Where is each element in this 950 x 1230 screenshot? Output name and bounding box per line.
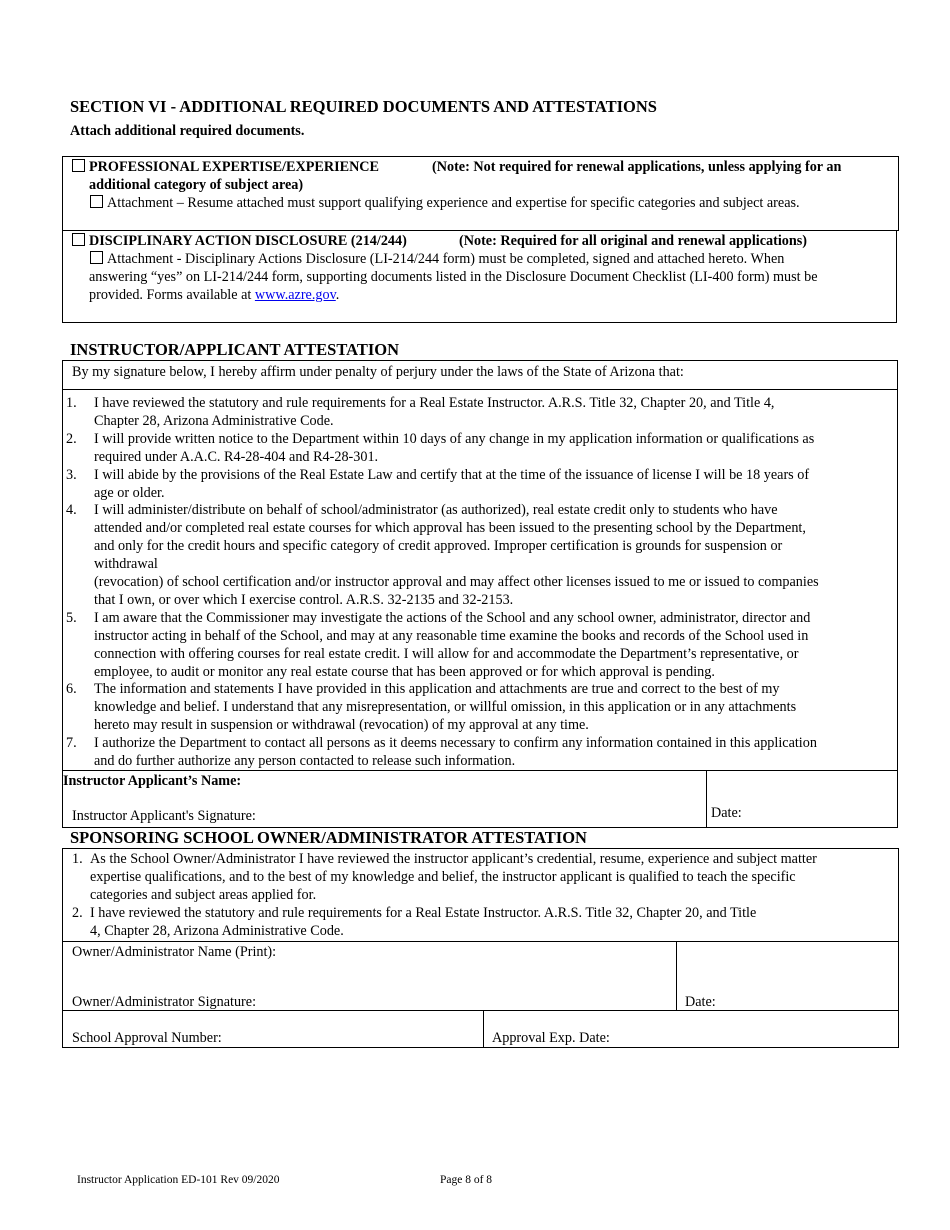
list-item-line: I will abide by the provisions of the Real Estate Law and certify that at the time of the issuance of license I will be 18 years of bbox=[94, 466, 810, 483]
expertise-attachment-checkbox[interactable] bbox=[90, 195, 103, 208]
list-item-line: The information and statements I have provided in this application and attachments are true and correct to the best of my bbox=[94, 681, 780, 698]
divider bbox=[676, 941, 677, 1011]
list-item-line: instructor acting in behalf of the School, and may at any reasonable time examine the books and records of the School used in bbox=[94, 627, 809, 644]
list-item-line: hereto may result in suspension or withdrawal (revocation) of my approval at any time. bbox=[94, 717, 589, 734]
list-item-line: I have reviewed the statutory and rule requirements for a Real Estate Instructor. A.R.S. Title 32, Chapter 20, and Title bbox=[90, 904, 757, 921]
list-item-line: 4, Chapter 28, Arizona Administrative Code. bbox=[90, 922, 344, 939]
list-item-number: 2. bbox=[72, 904, 83, 921]
instructor-name-label: Instructor Applicant’s Name: bbox=[63, 773, 242, 789]
list-item-line: attended and/or completed real estate courses for which approval has been issued to the presenting school by the Department, bbox=[94, 520, 806, 537]
disciplinary-line3 bbox=[89, 286, 339, 304]
list-item-line: I will provide written notice to the Department within 10 days of any change in my application information or qualifications as bbox=[94, 430, 815, 447]
list-item-line: I have reviewed the statutory and rule requirements for a Real Estate Instructor. A.R.S. Title 32, Chapter 20, and Title 4, bbox=[94, 395, 775, 411]
list-item-line: age or older. bbox=[94, 484, 165, 501]
list-item-line: (revocation) of school certification and/or instructor approval and may affect other licenses issued to me or issued to companies bbox=[94, 574, 819, 590]
school-approval-number-label: School Approval Number: bbox=[72, 1030, 222, 1046]
list-item-line: and do further authorize any person contacted to release such information. bbox=[94, 753, 516, 769]
expertise-checkbox[interactable] bbox=[72, 159, 85, 172]
azre-link[interactable]: www.azre.gov bbox=[254, 287, 336, 303]
list-item-line: expertise qualifications, and to the best of my knowledge and belief, the instructor applicant is qualified to teach the specific bbox=[90, 868, 796, 885]
instructor-signature-label: Instructor Applicant's Signature: bbox=[72, 808, 256, 824]
list-item-line: knowledge and belief. I understand that any misrepresentation, or willful omission, in this application or in any attachments bbox=[94, 699, 797, 716]
list-item-line: required under A.A.C. R4-28-404 and R4-28-301. bbox=[94, 448, 379, 465]
disciplinary-line1-text: Attachment - Disciplinary Actions Disclosure (LI-214/244 form) must be completed, signed and attached hereto. When bbox=[107, 251, 785, 267]
divider bbox=[62, 941, 899, 942]
instructor-attestation-intro: By my signature below, I hereby affirm under penalty of perjury under the laws of the State of Arizona that: bbox=[72, 364, 684, 380]
divider bbox=[706, 770, 707, 828]
list-item-line: I am aware that the Commissioner may investigate the actions of the School and any school owner, administrator, director and bbox=[94, 609, 811, 626]
divider bbox=[62, 1010, 899, 1011]
footer-form-id: Instructor Application ED-101 Rev 09/2020 bbox=[77, 1174, 280, 1186]
list-item-line: I will administer/distribute on behalf of school/administrator (as authorized), real estate credit only to students who have bbox=[94, 502, 778, 519]
disciplinary-line2: answering “yes” on LI-214/244 form, supporting documents listed in the Disclosure Document Checklist (LI-400 form) must be bbox=[89, 269, 818, 285]
list-item-line: categories and subject areas applied for. bbox=[90, 886, 317, 903]
disciplinary-attachment-checkbox[interactable] bbox=[90, 251, 103, 264]
owner-date-label: Date: bbox=[685, 994, 716, 1010]
disciplinary-checkbox[interactable] bbox=[72, 233, 85, 246]
expertise-header bbox=[72, 158, 379, 176]
disciplinary-line3-prefix: provided. Forms available at bbox=[89, 287, 255, 303]
list-item-line: that I own, or over which I exercise control. A.R.S. 32-2135 and 32-2153. bbox=[94, 591, 514, 608]
list-item-line: As the School Owner/Administrator I have reviewed the instructor applicant’s credential, resume, experience and subject matter bbox=[90, 851, 817, 867]
list-item-line: I authorize the Department to contact all persons as it deems necessary to confirm any information contained in this application bbox=[94, 735, 817, 752]
disciplinary-heading: DISCIPLINARY ACTION DISCLOSURE (214/244) bbox=[89, 233, 407, 249]
list-item-number: 6. bbox=[66, 681, 77, 698]
list-item-number: 3. bbox=[66, 466, 77, 483]
list-item-number: 5. bbox=[66, 609, 77, 626]
list-item-line: employee, to audit or monitor any real estate course that has been approved or for which approval is pending. bbox=[94, 663, 715, 680]
list-item-line: withdrawal bbox=[94, 556, 158, 573]
expertise-attachment-text: Attachment – Resume attached must support qualifying experience and expertise for specific categories and subject areas. bbox=[107, 195, 800, 211]
owner-attestation-heading: SPONSORING SCHOOL OWNER/ADMINISTRATOR ATTESTATION bbox=[70, 828, 587, 847]
expertise-note: (Note: Not required for renewal applications, unless applying for an bbox=[432, 159, 842, 175]
expertise-attachment bbox=[90, 194, 800, 212]
owner-name-label: Owner/Administrator Name (Print): bbox=[72, 944, 277, 960]
divider bbox=[62, 389, 898, 390]
instructor-date-label: Date: bbox=[711, 805, 742, 821]
section-subtitle: Attach additional required documents. bbox=[70, 123, 305, 139]
expertise-note-cont: additional category of subject area) bbox=[89, 177, 304, 193]
list-item-number: 1. bbox=[66, 395, 77, 411]
list-item-line: Chapter 28, Arizona Administrative Code. bbox=[94, 412, 334, 429]
disciplinary-note: (Note: Required for all original and renewal applications) bbox=[459, 233, 807, 249]
approval-exp-date-label: Approval Exp. Date: bbox=[492, 1030, 610, 1046]
list-item-number: 1. bbox=[72, 851, 83, 867]
disciplinary-line3-suffix: . bbox=[335, 287, 340, 303]
footer-page-number: Page 8 of 8 bbox=[440, 1174, 493, 1186]
list-item-number: 7. bbox=[66, 735, 77, 752]
list-item-line: connection with offering courses for real estate credit. I will allow for and accommodate the Department’s representative, or bbox=[94, 645, 799, 662]
section-title: SECTION VI - ADDITIONAL REQUIRED DOCUMENTS AND ATTESTATIONS bbox=[70, 97, 657, 116]
owner-signature-label: Owner/Administrator Signature: bbox=[72, 994, 257, 1010]
divider bbox=[483, 1010, 484, 1048]
list-item-number: 2. bbox=[66, 430, 77, 447]
disciplinary-header bbox=[72, 232, 407, 250]
disciplinary-line1 bbox=[90, 250, 784, 268]
instructor-attestation-heading: INSTRUCTOR/APPLICANT ATTESTATION bbox=[70, 340, 400, 359]
expertise-heading: PROFESSIONAL EXPERTISE/EXPERIENCE bbox=[89, 159, 380, 175]
list-item-number: 4. bbox=[66, 502, 77, 519]
list-item-line: and only for the credit hours and specific category of credit approved. Improper certification is grounds for suspension or bbox=[94, 538, 783, 555]
divider bbox=[62, 770, 898, 771]
